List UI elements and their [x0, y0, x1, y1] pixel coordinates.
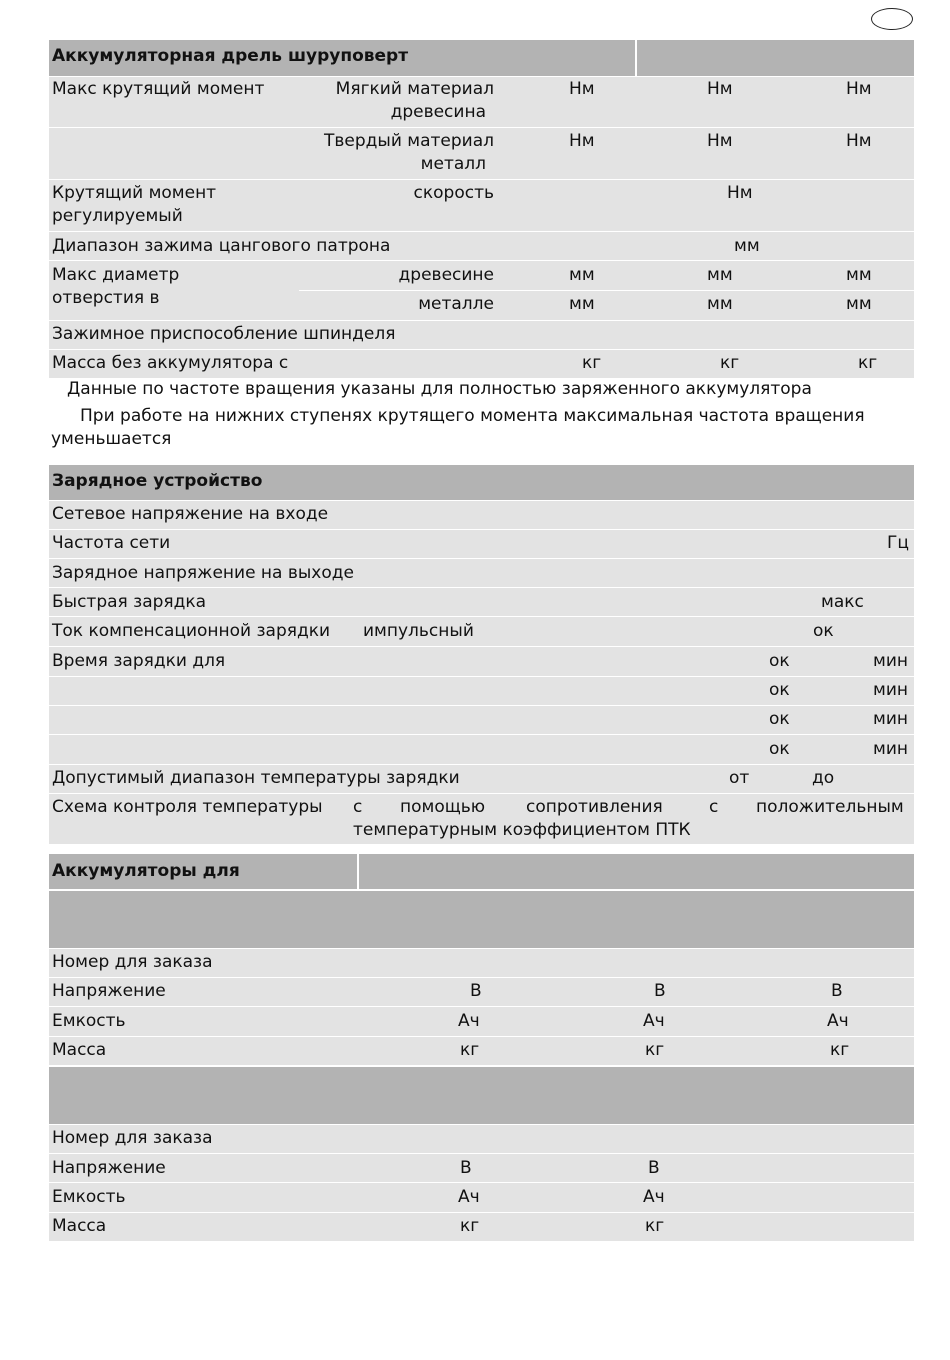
unit-kg: кг [830, 1040, 850, 1060]
capacity-row [49, 1183, 914, 1212]
speed-note: Данные по частоте вращения указаны для полностью заряженного аккумулятора [67, 379, 812, 399]
unit-mm: мм [707, 265, 733, 285]
mass-row [49, 1213, 914, 1241]
voltage-row [49, 1154, 914, 1182]
column-divider [635, 40, 637, 76]
temp-control-word: положительным [756, 797, 904, 817]
unit-kg: кг [720, 353, 740, 373]
unit-nm: Нм [846, 79, 872, 99]
diameter-label-2: отверстия в [52, 288, 160, 308]
unit-mm: мм [569, 294, 595, 314]
unit-v: В [470, 981, 482, 1001]
ok-label: ок [769, 680, 790, 700]
temp-from: от [729, 768, 750, 788]
unit-ah: Ач [827, 1011, 849, 1031]
unit-kg: кг [582, 353, 602, 373]
adjustable-speed-label: скорость [413, 183, 494, 203]
unit-mm: мм [846, 265, 872, 285]
order-number-label: Номер для заказа [52, 1128, 213, 1148]
torque-note: При работе на нижних ступенях крутящего момента максимальная частота вращения [80, 406, 865, 426]
unit-v: В [648, 1158, 660, 1178]
unit-nm: Нм [846, 131, 872, 151]
soft-material-label: Мягкий материал [335, 79, 494, 99]
capacity-row [49, 1007, 914, 1036]
unit-min: мин [873, 709, 908, 729]
spindle-label: Зажимное приспособление шпинделя [52, 324, 396, 344]
language-badge [871, 8, 913, 30]
battery-group-header [49, 1067, 914, 1124]
temp-control-word: с [353, 797, 363, 817]
temp-control-word: с [709, 797, 719, 817]
unit-min: мин [873, 680, 908, 700]
unit-nm: Нм [707, 79, 733, 99]
unit-kg: кг [460, 1216, 480, 1236]
diameter-label: Макс диаметр [52, 265, 180, 285]
voltage-label: Напряжение [52, 1158, 166, 1178]
input-voltage-label: Сетевое напряжение на входе [52, 504, 329, 524]
charger-table-title: Зарядное устройство [52, 471, 263, 491]
unit-ah: Ач [643, 1011, 665, 1031]
adjustable-torque-label-2: регулируемый [52, 206, 183, 226]
order-number-label: Номер для заказа [52, 952, 213, 972]
unit-kg: кг [645, 1216, 665, 1236]
hard-material-sub: металл [420, 154, 486, 174]
frequency-row [49, 530, 914, 558]
compensation-label: Ток компенсационной зарядки [52, 621, 331, 641]
compensation-type: импульсный [363, 621, 474, 641]
unit-ah: Ач [458, 1187, 480, 1207]
voltage-label: Напряжение [52, 981, 166, 1001]
fast-charge-value: макс [821, 592, 864, 612]
temp-control-line-2: температурным коэффициентом ПТК [353, 820, 691, 840]
output-voltage-label: Зарядное напряжение на выходе [52, 563, 354, 583]
torque-note-2: уменьшается [51, 429, 172, 449]
hard-material-label: Твердый материал [323, 131, 494, 151]
drill-table-title: Аккумуляторная дрель шуруповерт [52, 46, 409, 66]
diameter-wood-label: древесине [398, 265, 494, 285]
mass-row [49, 1037, 914, 1065]
frequency-label: Частота сети [52, 533, 171, 553]
temp-range-label: Допустимый диапазон температуры зарядки [52, 768, 460, 788]
battery-group-header [49, 891, 914, 948]
unit-min: мин [873, 651, 908, 671]
unit-hz: Гц [887, 533, 909, 553]
unit-nm: Нм [569, 79, 595, 99]
unit-v: В [460, 1158, 472, 1178]
mass-label: Масса [52, 1040, 107, 1060]
unit-v: В [654, 981, 666, 1001]
unit-nm: Нм [727, 183, 753, 203]
ok-label: ок [769, 651, 790, 671]
temp-control-label: Схема контроля температуры [52, 797, 323, 817]
unit-ah: Ач [643, 1187, 665, 1207]
unit-mm: мм [846, 294, 872, 314]
ok-label: ок [769, 709, 790, 729]
unit-ah: Ач [458, 1011, 480, 1031]
unit-v: В [831, 981, 843, 1001]
compensation-value: ок [813, 621, 834, 641]
column-divider [357, 854, 359, 889]
unit-kg: кг [858, 353, 878, 373]
temp-control-word: сопротивления [526, 797, 663, 817]
temp-control-word: помощью [400, 797, 486, 817]
unit-mm: мм [707, 294, 733, 314]
capacity-label: Емкость [52, 1011, 126, 1031]
mass-label: Масса [52, 1216, 107, 1236]
capacity-label: Емкость [52, 1187, 126, 1207]
collet-label: Диапазон зажима цангового патрона [52, 236, 391, 256]
unit-nm: Нм [569, 131, 595, 151]
torque-label: Макс крутящий момент [52, 79, 265, 99]
batteries-table-title: Аккумуляторы для [52, 861, 240, 881]
fast-charge-label: Быстрая зарядка [52, 592, 207, 612]
unit-min: мин [873, 739, 908, 759]
unit-kg: кг [645, 1040, 665, 1060]
mass-label: Масса без аккумулятора с [52, 353, 289, 373]
unit-mm: мм [734, 236, 760, 256]
charge-time-label: Время зарядки для [52, 651, 226, 671]
unit-nm: Нм [707, 131, 733, 151]
temp-to: до [812, 768, 835, 788]
diameter-metal-label: металле [418, 294, 494, 314]
merged-cell [49, 128, 299, 129]
unit-mm: мм [569, 265, 595, 285]
unit-kg: кг [460, 1040, 480, 1060]
ok-label: ок [769, 739, 790, 759]
adjustable-torque-label: Крутящий момент [52, 183, 217, 203]
soft-material-sub: древесина [390, 102, 486, 122]
